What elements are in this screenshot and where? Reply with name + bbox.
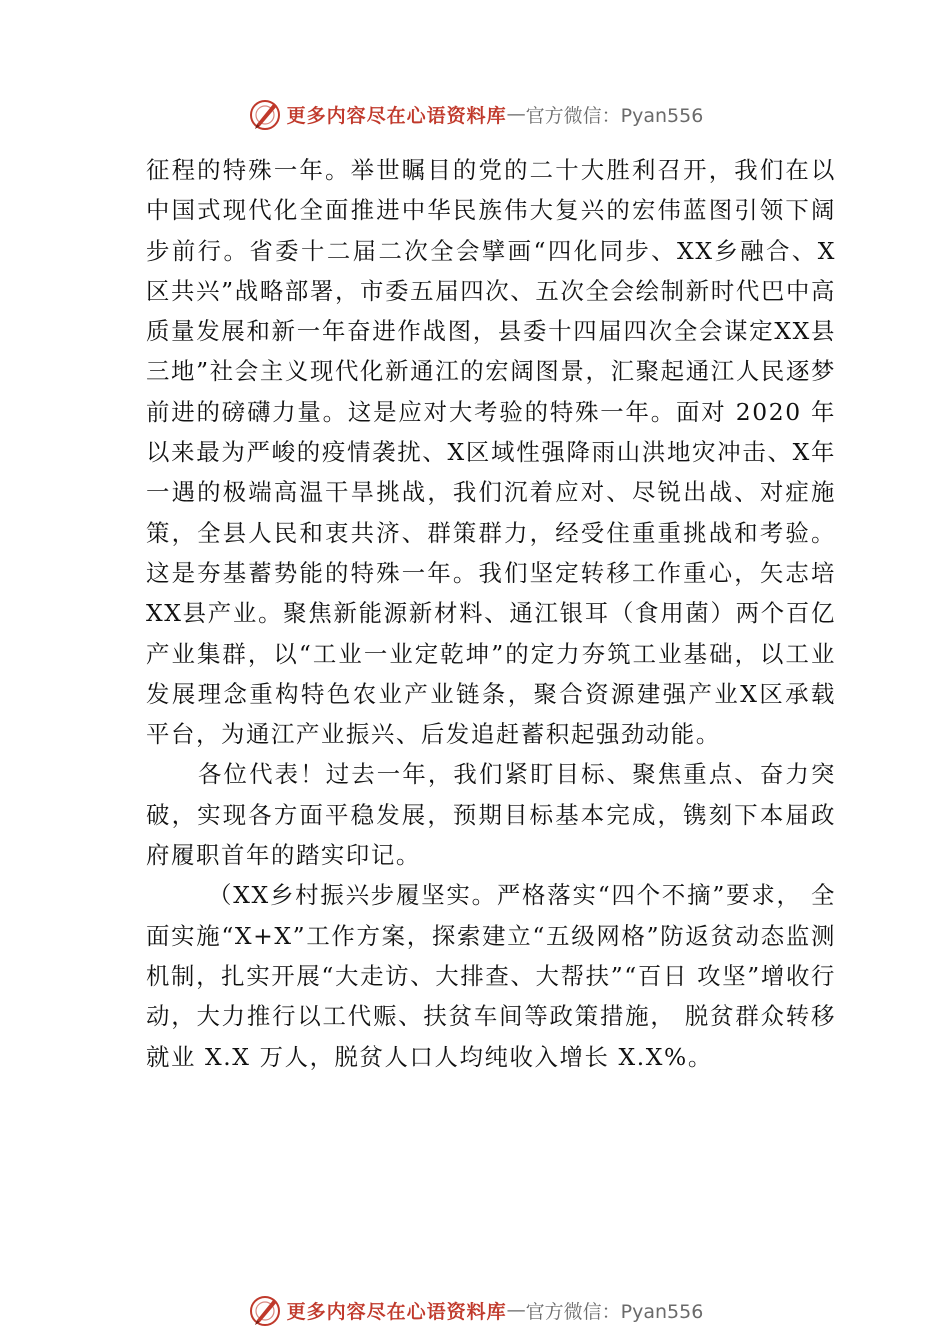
header-banner (0, 94, 950, 134)
document-body (146, 150, 836, 1077)
pen-logo-icon (247, 1292, 283, 1328)
footer-banner (0, 1290, 950, 1330)
footer-separator: — (506, 1299, 526, 1321)
paragraph-1: 征程的特殊一年。举世瞩目的党的二十大胜利召开，我们在以中国式现代化全面推进中华民族伟大复兴的宏伟蓝图引领下阔步前行。省委十二届二次全会擘画“四化同步、XX乡融合、X区共兴”战略部署，市委五届四次、五次全会绘制新时代巴中高质量发展和新一年奋进作战图，县委十四届四次全会谋定XX县三地”社会主义现代化新通江的宏阔图景，汇聚起通江人民逐梦前进的磅礴力量。这是应对大考验的特殊一年。面对 2020 年以来最为严峻的疫情袭扰、X区域性强降雨山洪地灾冲击、X年一遇的极端高温干旱挑战，我们沉着应对、尽锐出战、对症施策，全县人民和衷共济、群策群力，经受住重重挑战和考验。这是夯基蓄势能的特殊一年。我们坚定转移工作重心，矢志培XX县产业。聚焦新能源新材料、通江银耳（食用菌）两个百亿产业集群，以“工业一业定乾坤”的定力夯筑工业基础，以工业发展理念重构特色农业产业链条，聚合资源建强产业X区承载平台，为通江产业振兴、后发追赶蓄积起强劲动能。 (146, 156, 836, 749)
pen-logo-icon (247, 96, 283, 132)
header-separator: — (506, 103, 526, 125)
footer-wechat-id: 官方微信：Pyan556 (525, 1300, 704, 1323)
footer-site-name: 更多内容尽在心语资料库 (286, 1300, 507, 1323)
paragraph-3: （XX乡村振兴步履坚实。严格落实“四个不摘”要求， 全面实施“X+X”工作方案，探索建立“五级网格”防返贫动态监测机制，扎实开展“大走访、大排查、大帮扶”“百日 攻坚”增收行动，大力推行以工代赈、扶贫车间等政策措施， 脱贫群众转移就业 X.X 万人，脱贫人口人均纯收入增长 X.X%。 (146, 881, 836, 1071)
paragraph-2: 各位代表！过去一年，我们紧盯目标、聚焦重点、奋力突破，实现各方面平稳发展，预期目标基本完成，镌刻下本届政府履职首年的踏实印记。 (146, 760, 836, 870)
header-wechat-id: 官方微信：Pyan556 (525, 104, 704, 127)
header-site-name: 更多内容尽在心语资料库 (286, 104, 507, 127)
